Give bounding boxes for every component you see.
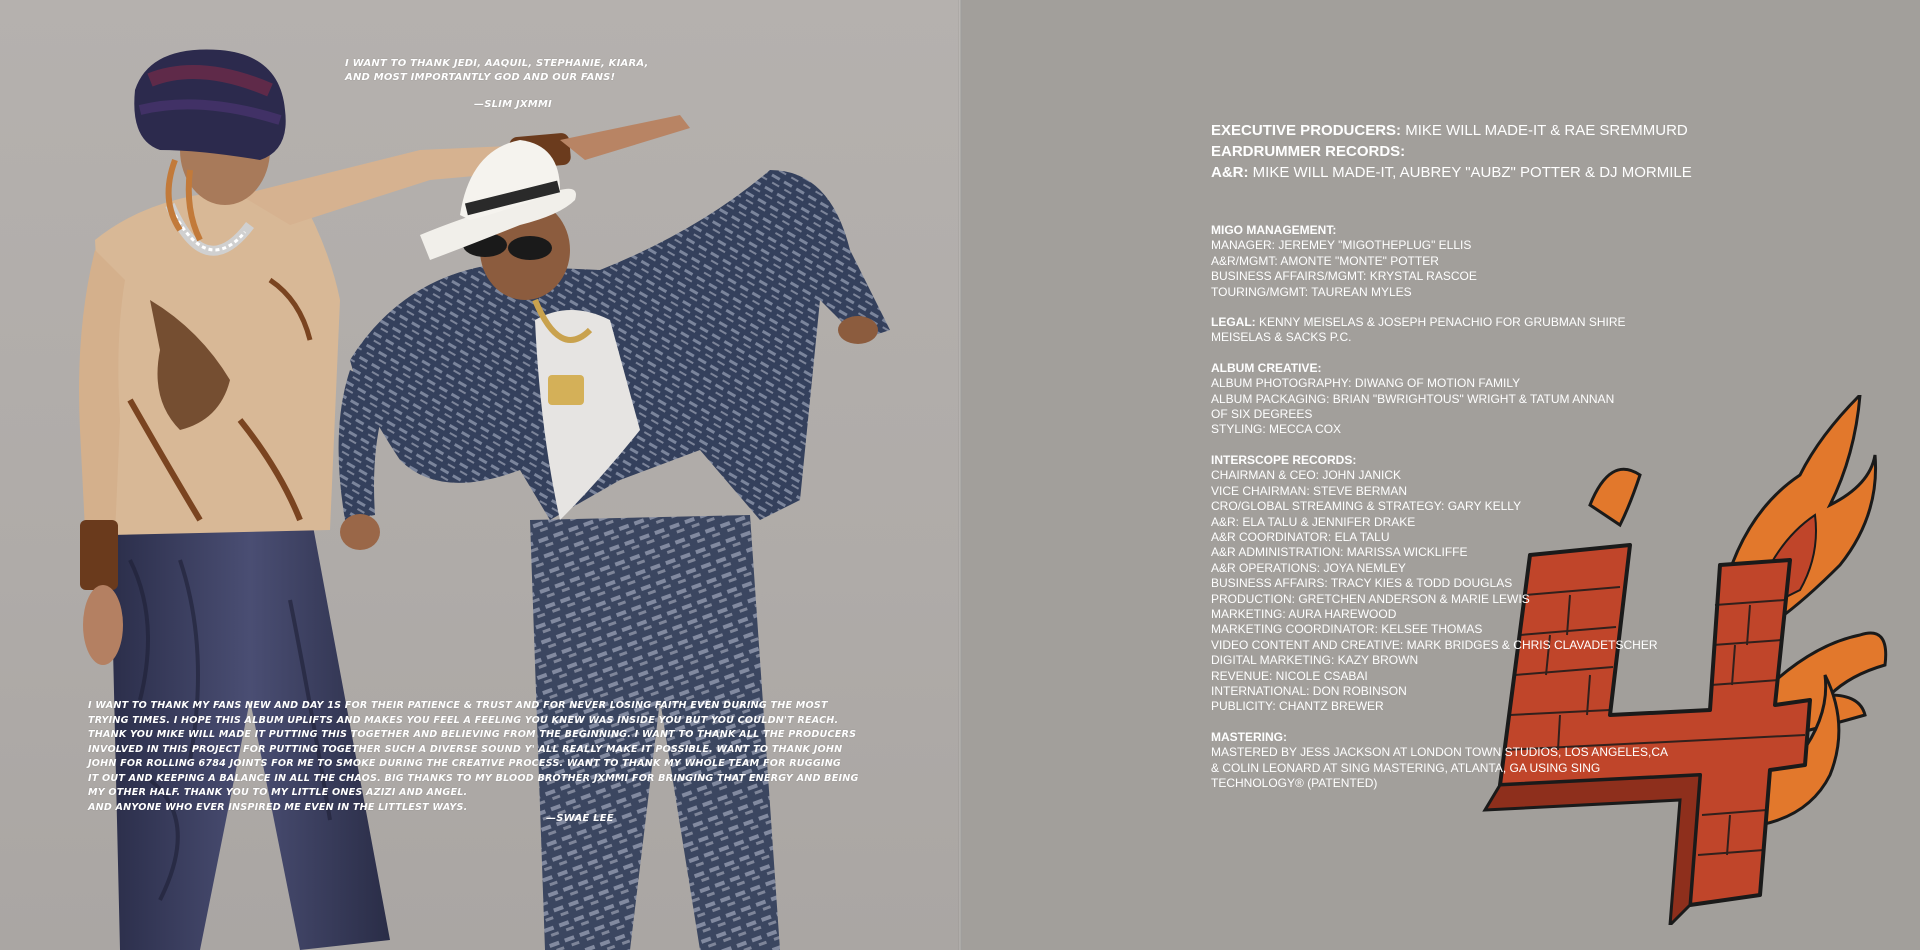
credit-line: BUSINESS AFFAIRS/MGMT: KRYSTAL RASCOE <box>1211 269 1477 284</box>
thanks-line: I WANT TO THANK MY FANS NEW AND DAY 1S FOR THEIR PATIENCE & TRUST AND FOR NEVER LOSING FAITH EVEN DURING THE MOST <box>88 700 828 711</box>
credit-line: ALBUM PACKAGING: BRIAN "BWRIGHTOUS" WRIGHT & TATUM ANNAN <box>1211 391 1615 406</box>
migo-management-section <box>1211 223 1771 300</box>
credit-line: PUBLICITY: CHANTZ BREWER <box>1211 699 1384 714</box>
thanks-line: I WANT TO THANK JEDI, AAQUIL, STEPHANIE, KIARA, <box>345 58 649 69</box>
thanks-line: AND MOST IMPORTANTLY GOD AND OUR FANS! <box>345 72 616 83</box>
credit-line: REVENUE: NICOLE CSABAI <box>1211 668 1368 683</box>
thanks-line: THANK YOU MIKE WILL MADE IT PUTTING THIS TOGETHER AND BELIEVING FROM THE BEGINNING. I WANT TO THANK ALL THE PRODUCERS <box>88 729 857 740</box>
credit-line: MANAGER: JEREMEY "MIGOTHEPLUG" ELLIS <box>1211 238 1472 253</box>
credit-line: CRO/GLOBAL STREAMING & STRATEGY: GARY KELLY <box>1211 499 1522 514</box>
credit-line: MARKETING COORDINATOR: KELSEE THOMAS <box>1211 622 1483 637</box>
thanks-line: IT OUT AND KEEPING A BALANCE IN ALL THE CHAOS. BIG THANKS TO MY BLOOD BROTHER JXMMI FOR BRINGING THAT ENERGY AND BEING <box>88 772 859 784</box>
thanks-line: MY OTHER HALF. THANK YOU TO MY LITTLE ONES AZIZI AND ANGEL. <box>88 787 468 798</box>
credit-label: LEGAL: <box>1211 315 1256 330</box>
credit-value: KENNY MEISELAS & JOSEPH PENACHIO FOR GRUBMAN SHIRE <box>1255 315 1626 330</box>
executive-producers-line <box>1211 120 1771 141</box>
credit-line: STYLING: MECCA COX <box>1211 422 1342 437</box>
credit-line: INTERNATIONAL: DON ROBINSON <box>1211 683 1407 698</box>
slim-jxmmi-thanks <box>345 57 685 85</box>
interscope-records-section <box>1211 453 1771 715</box>
credit-line: & COLIN LEONARD AT SING MASTERING, ATLANTA, GA USING SING <box>1211 760 1601 775</box>
credit-line: MASTERED BY JESS JACKSON AT LONDON TOWN STUDIOS, LOS ANGELES,CA <box>1211 745 1669 760</box>
credit-line: VICE CHAIRMAN: STEVE BERMAN <box>1211 483 1408 498</box>
section-heading: INTERSCOPE RECORDS: <box>1211 452 1357 467</box>
credit-label: A&R: <box>1211 164 1249 181</box>
legal-line <box>1211 315 1771 330</box>
credit-line: A&R OPERATIONS: JOYA NEMLEY <box>1211 560 1406 575</box>
mastering-section <box>1211 730 1771 792</box>
section-heading: MIGO MANAGEMENT: <box>1211 223 1337 237</box>
ar-line <box>1211 162 1771 183</box>
credit-value: MIKE WILL MADE-IT, AUBREY "AUBZ" POTTER & DJ MORMILE <box>1248 164 1692 181</box>
credit-line: DIGITAL MARKETING: KAZY BROWN <box>1211 653 1419 668</box>
slim-jxmmi-signature: —SLIM JXMMI <box>474 99 552 110</box>
credit-line: MEISELAS & SACKS P.C. <box>1211 330 1352 345</box>
eardrummer-records-line <box>1211 141 1771 162</box>
credit-line: TECHNOLOGY® (PATENTED) <box>1211 776 1378 790</box>
credit-label: EARDRUMMER RECORDS: <box>1211 143 1406 160</box>
credit-line: MARKETING: AURA HAREWOOD <box>1211 606 1397 621</box>
credit-line: ALBUM PHOTOGRAPHY: DIWANG OF MOTION FAMILY <box>1211 376 1521 391</box>
credit-label: EXECUTIVE PRODUCERS: <box>1211 122 1402 139</box>
thanks-line: TRYING TIMES. I HOPE THIS ALBUM UPLIFTS AND MAKES YOU FEEL A FEELING YOU KNEW WAS INSIDE YOU BUT YOU COULDN'T REACH. <box>88 714 839 726</box>
credit-line: A&R ADMINISTRATION: MARISSA WICKLIFFE <box>1211 545 1468 560</box>
credit-line: BUSINESS AFFAIRS: TRACY KIES & TODD DOUGLAS <box>1211 576 1513 591</box>
credit-line: CHAIRMAN & CEO: JOHN JANICK <box>1211 468 1402 483</box>
credit-line: TOURING/MGMT: TAUREAN MYLES <box>1211 284 1412 299</box>
credit-line: VIDEO CONTENT AND CREATIVE: MARK BRIDGES & CHRIS CLAVADETSCHER <box>1211 637 1658 652</box>
credits-block <box>1211 120 1771 791</box>
legal-section <box>1211 315 1771 346</box>
thanks-line: AND ANYONE WHO EVER INSPIRED ME EVEN IN THE LITTLEST WAYS. <box>88 801 468 813</box>
section-heading: MASTERING: <box>1211 729 1287 744</box>
credit-line: PRODUCTION: GRETCHEN ANDERSON & MARIE LEWIS <box>1211 591 1530 606</box>
credit-line: A&R: ELA TALU & JENNIFER DRAKE <box>1211 514 1416 529</box>
section-heading: ALBUM CREATIVE: <box>1211 360 1322 375</box>
swae-lee-signature: —SWAE LEE <box>546 813 614 824</box>
credit-line: A&R COORDINATOR: ELA TALU <box>1211 529 1390 544</box>
credit-line: A&R/MGMT: AMONTE "MONTE" POTTER <box>1211 253 1439 268</box>
thanks-line: INVOLVED IN THIS PROJECT FOR PUTTING TOGETHER SUCH A DIVERSE SOUND Y' ALL REALLY MAKE IT POSSIBLE. WANT TO THANK JOHN <box>88 743 843 755</box>
credit-line: OF SIX DEGREES <box>1211 407 1313 422</box>
swae-lee-thanks <box>88 699 863 815</box>
credit-value: MIKE WILL MADE-IT & RAE SREMMURD <box>1401 122 1688 139</box>
thanks-line: JOHN FOR ROLLING 6784 JOINTS FOR ME TO SMOKE DURING THE CREATIVE PROCESS. WANT TO THANK MY WHOLE TEAM FOR RUGGING <box>88 758 842 769</box>
album-creative-section <box>1211 361 1771 438</box>
